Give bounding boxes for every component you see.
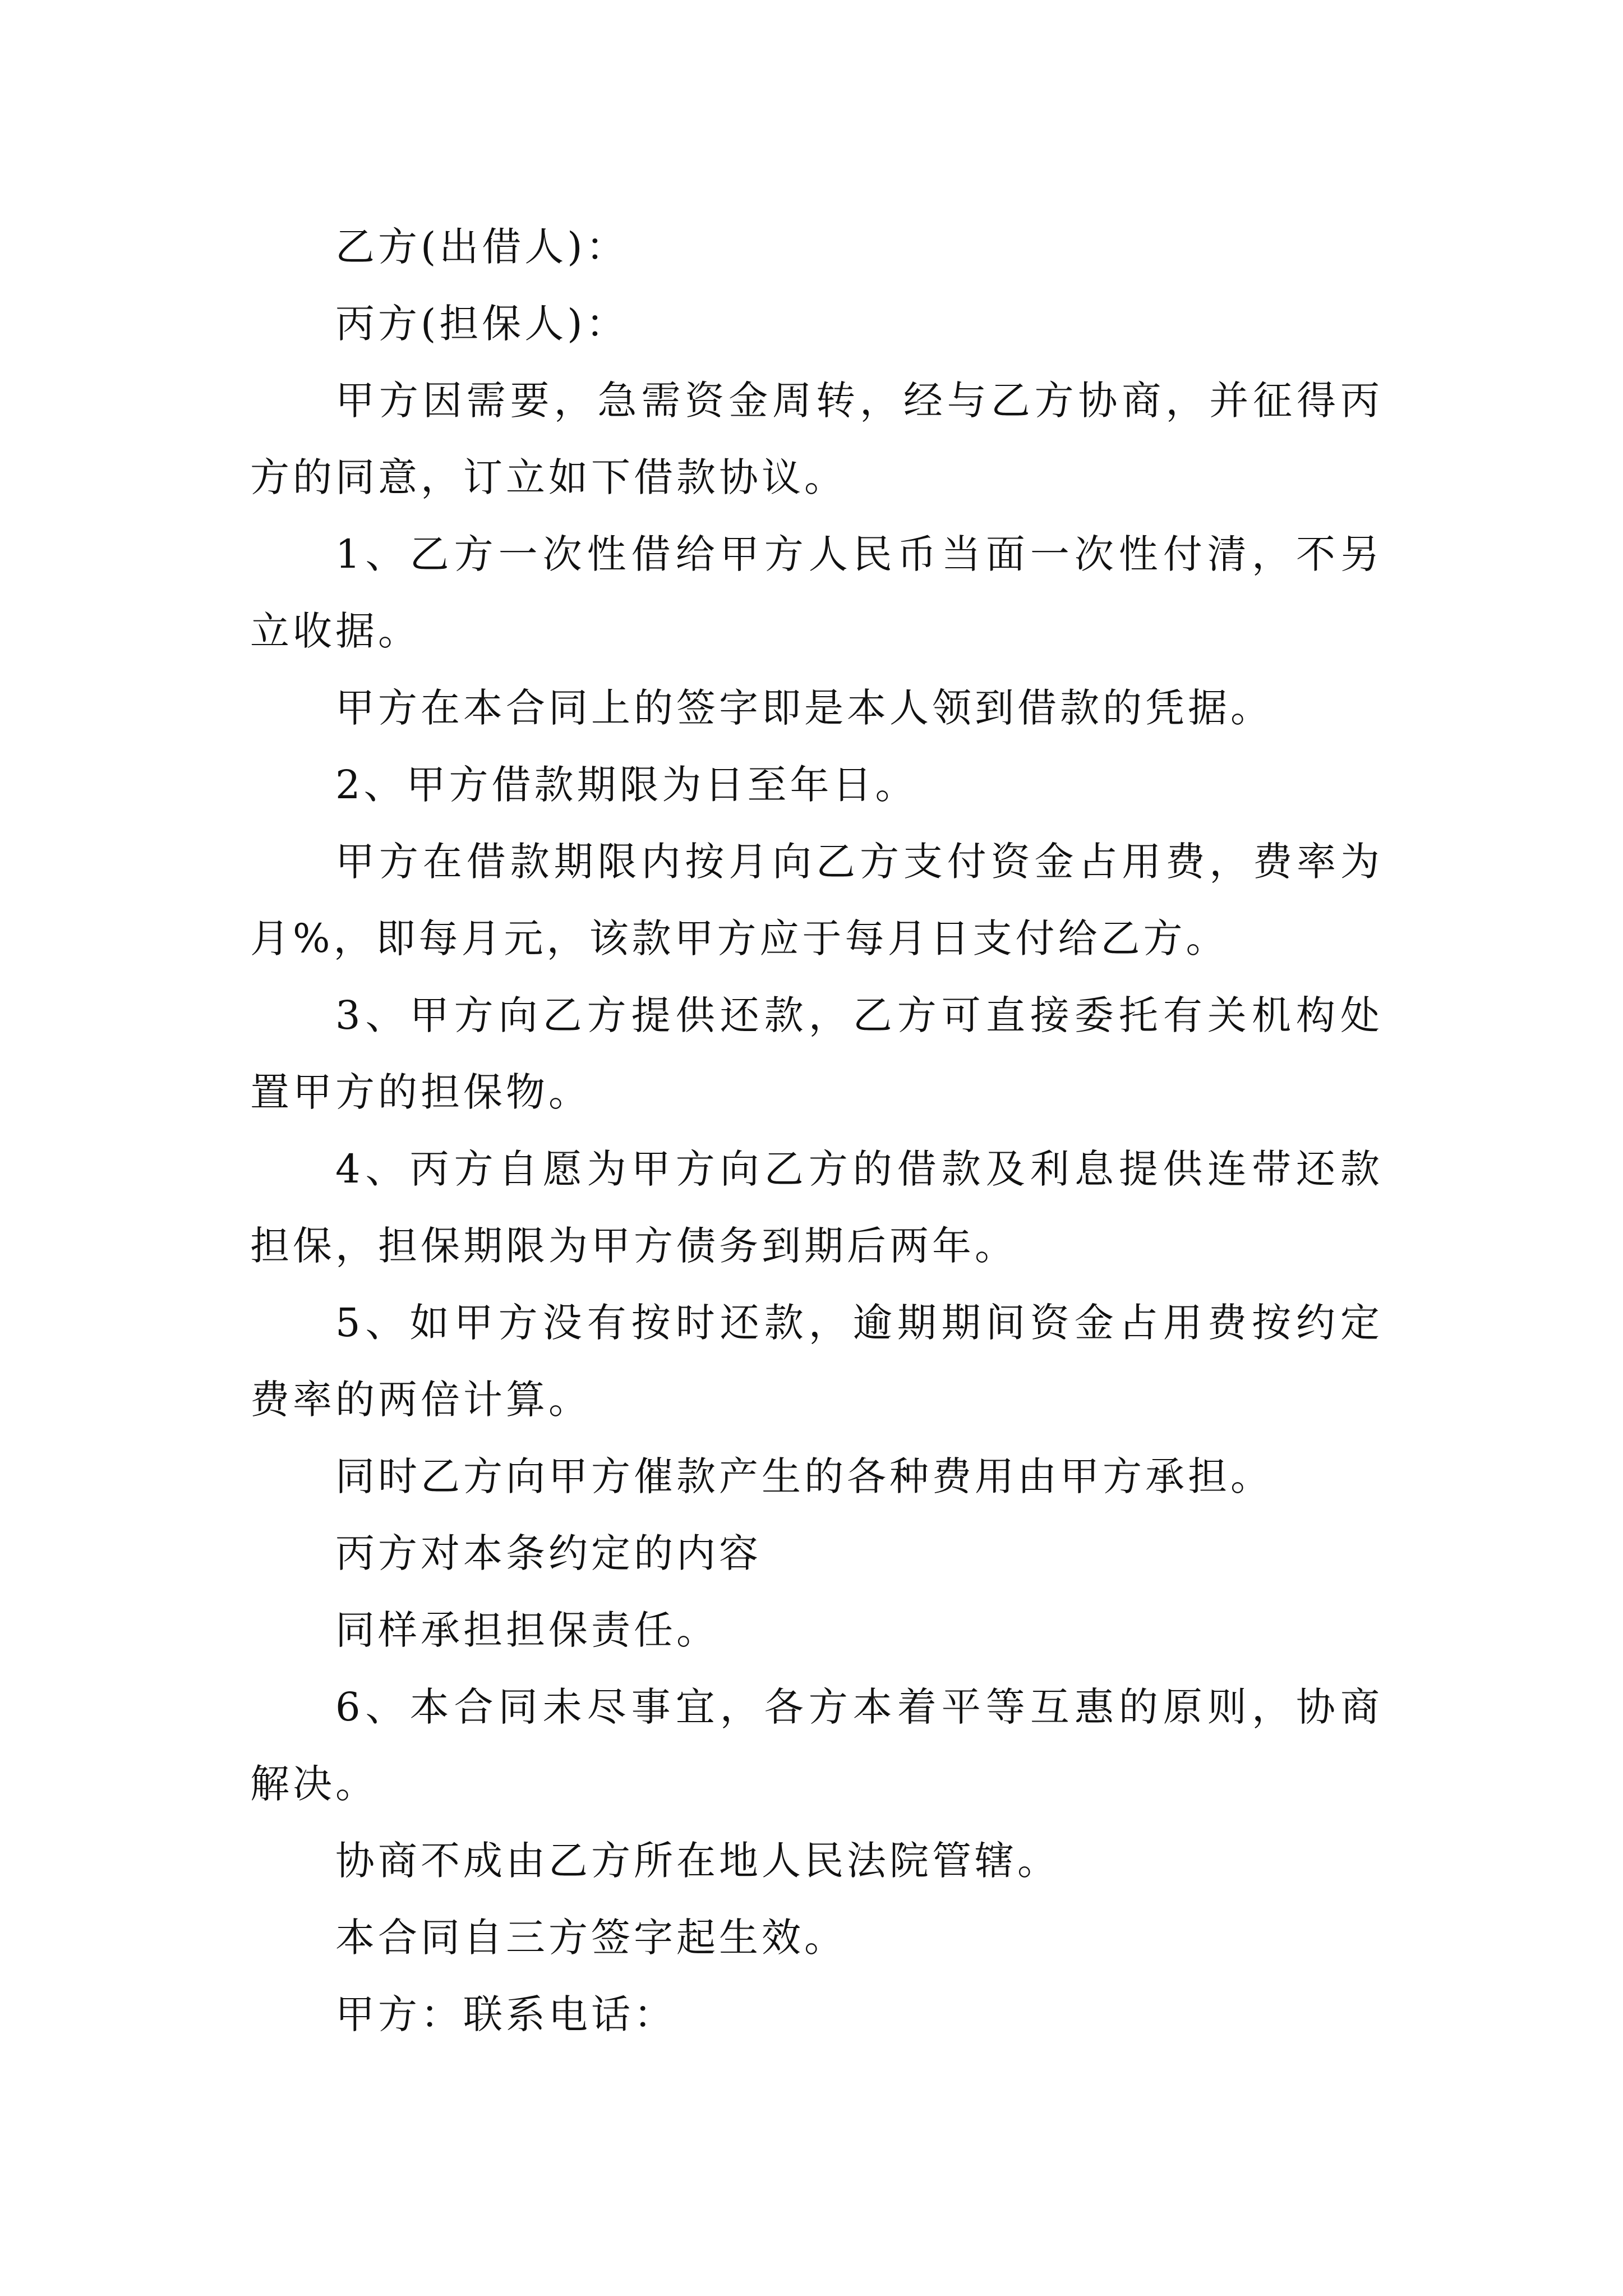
clause-2-note: 甲方在借款期限内按月向乙方支付资金占用费，费率为月%，即每月元，该款甲方应于每月日支付给乙方。 (250, 839, 1383, 961)
clause-6-note: 协商不成由乙方所在地人民法院管辖。 (335, 1838, 1060, 1884)
lender-line: 乙方(出借人)： (335, 224, 629, 270)
clause-5-note-1: 同时乙方向甲方催款产生的各种费用由甲方承担。 (335, 1453, 1273, 1499)
clause-4: 4、丙方自愿为甲方向乙方的借款及利息提供连带还款担保，担保期限为甲方债务到期后两年。 (250, 1146, 1383, 1269)
clause-1: 1、乙方一次性借给甲方人民币当面一次性付清，不另立收据。 (250, 531, 1383, 654)
clause-2: 2、甲方借款期限为日至年日。 (335, 762, 918, 808)
clause-6: 6、本合同未尽事宜，各方本着平等互惠的原则，协商解决。 (250, 1684, 1383, 1807)
clause-1-note: 甲方在本合同上的签字即是本人领到借款的凭据。 (335, 685, 1273, 731)
clause-5-note-3: 同样承担担保责任。 (335, 1607, 719, 1653)
clause-3: 3、甲方向乙方提供还款，乙方可直接委托有关机构处置甲方的担保物。 (250, 992, 1383, 1115)
guarantor-line: 丙方(担保人)： (335, 301, 629, 347)
contract-body (250, 209, 1383, 2053)
clause-5: 5、如甲方没有按时还款，逾期期间资金占用费按约定费率的两倍计算。 (250, 1300, 1383, 1423)
clause-5-note-2: 丙方对本条约定的内容 (335, 1530, 762, 1576)
preamble-paragraph: 甲方因需要，急需资金周转，经与乙方协商，并征得丙方的同意，订立如下借款协议。 (250, 378, 1383, 500)
effective-clause: 本合同自三方签字起生效。 (335, 1915, 847, 1961)
borrower-signature-line: 甲方：联系电话： (335, 1991, 676, 2037)
